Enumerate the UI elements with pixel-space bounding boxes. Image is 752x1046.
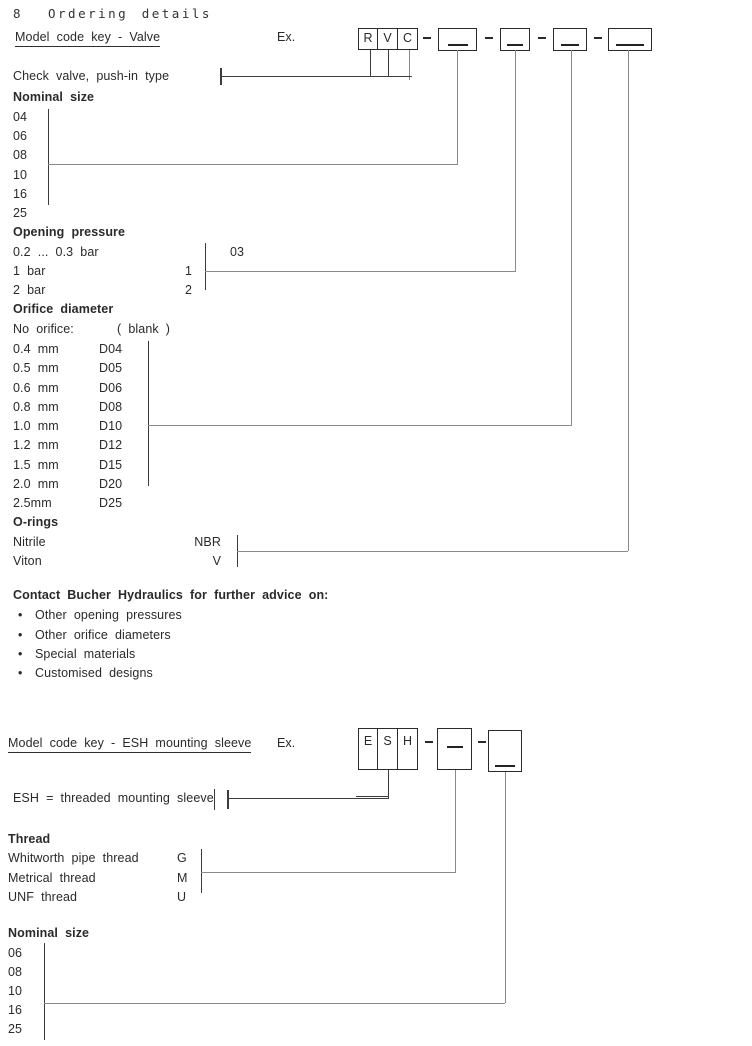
code-dash-separator [485,37,493,39]
bracket-opening-pressure [205,243,206,290]
connector-hline-esh-type [227,798,389,799]
connector-hline-o-rings [237,551,628,552]
esh-nominal-size-option: 25 [8,1022,23,1036]
valve-example-label: Ex. [277,30,296,44]
orifice-option-code: D10 [99,419,123,433]
connector-vline-box3 [571,50,572,426]
connector-hline-type [220,76,412,77]
opening-pressure-code: 2 [185,283,193,297]
orifice-option-label: 1.0 mm [13,419,59,433]
orifice-option-label: 0.8 mm [13,400,59,414]
code-letter-box-v: V [378,28,398,50]
contact-bullet-item [18,607,182,623]
orifice-no-orifice-label: No orifice: [13,322,74,336]
nominal-size-option: 06 [13,129,28,143]
contact-bullet-label: Customised designs [35,666,153,680]
opening-pressure-code: 03 [230,245,245,259]
code-dash-separator [478,741,486,743]
thread-heading: Thread [8,832,51,846]
orifice-heading: Orifice diameter [13,302,114,316]
nominal-size-heading: Nominal size [13,90,95,104]
orifice-option-label: 0.6 mm [13,381,59,395]
esh-nominal-size-option: 16 [8,1003,23,1017]
orifice-option-code: D12 [99,438,123,452]
contact-bullet-item [18,646,135,662]
blank-underscore [616,44,644,46]
o-ring-option-code: NBR [194,535,221,549]
connector-vline-esh-box2 [505,772,506,1003]
bracket-nominal-size [48,109,49,205]
nominal-size-option: 25 [13,206,28,220]
connector-left-tick-esh-type [227,790,229,809]
blank-underscore [448,44,468,46]
code-letter-box-e: E [358,728,378,770]
orifice-option-code: D06 [99,381,123,395]
orifice-option-label: 1.2 mm [13,438,59,452]
thread-option-code: U [177,890,187,904]
blank-code-box-esh-nominal-size [488,730,522,772]
orifice-option-code: D04 [99,342,123,356]
code-letter-box-s: S [378,728,398,770]
nominal-size-option: 04 [13,110,28,124]
blank-code-box-orifice [553,28,587,51]
code-dash-separator [538,37,546,39]
bracket-thread [201,849,202,893]
connector-vline-box4 [628,50,629,551]
connector-hline-thread [201,872,455,873]
blank-code-box-nominal-size [438,28,477,51]
connector-hline-orifice [148,425,571,426]
o-rings-heading: O-rings [13,515,59,529]
blank-underscore [561,44,579,46]
blank-underscore [447,746,463,748]
contact-bullet-label: Special materials [35,647,136,661]
orifice-option-code: D15 [99,458,123,472]
orifice-option-label: 2.5mm [13,496,52,510]
opening-pressure-label: 2 bar [13,283,46,297]
esh-section-title: Model code key - ESH mounting sleeve [8,735,251,753]
o-ring-option-code: V [212,554,221,568]
opening-pressure-label: 0.2 ... 0.3 bar [13,245,99,259]
o-ring-option-label: Nitrile [13,535,46,549]
bullet-icon: • [18,608,23,622]
orifice-option-code: D08 [99,400,123,414]
opening-pressure-code: 1 [185,264,193,278]
code-letter-box-h: H [398,728,418,770]
page-heading-number: 8 [13,6,24,21]
bracket-esh-nominal-size [44,943,45,1040]
page-heading-title: Ordering details [48,6,212,21]
nominal-size-option: 08 [13,148,28,162]
orifice-no-orifice-code: ( blank ) [117,322,171,336]
esh-nominal-size-option: 06 [8,946,23,960]
connector-hline-nominal-size [48,164,457,165]
contact-bullet-label: Other opening pressures [35,608,182,622]
thread-option-code: M [177,871,188,885]
blank-code-box-thread [437,728,472,770]
code-dash-separator [425,741,433,743]
opening-pressure-label: 1 bar [13,264,46,278]
contact-bullet-label: Other orifice diameters [35,628,171,642]
blank-code-box-opening-pressure [500,28,530,51]
o-ring-option-label: Viton [13,554,42,568]
orifice-option-label: 2.0 mm [13,477,59,491]
esh-code-letter-boxes [358,728,418,770]
connector-hline-esh-type-overlap [356,796,389,797]
esh-example-label: Ex. [277,736,296,750]
blank-code-box-o-rings [608,28,652,51]
esh-nominal-size-heading: Nominal size [8,926,90,940]
blank-underscore [495,765,515,767]
nominal-size-option: 10 [13,168,28,182]
contact-bullet-item [18,665,153,681]
blank-underscore [507,44,523,46]
code-dash-separator [594,37,602,39]
code-letter-box-c: C [398,28,418,50]
contact-bullet-item [18,627,171,643]
connector-tick-esh-type [214,789,215,810]
thread-option-label: Metrical thread [8,871,96,885]
contact-note-heading: Contact Bucher Hydraulics for further advice on: [13,588,329,602]
bullet-icon: • [18,647,23,661]
valve-type-label: Check valve, push-in type [13,69,170,83]
thread-option-code: G [177,851,187,865]
orifice-option-code: D25 [99,496,123,510]
connector-hline-esh-nominal-size [44,1003,505,1004]
bracket-orifice [148,341,149,486]
connector-hline-opening-pressure [205,271,515,272]
code-letter-box-r: R [358,28,378,50]
valve-code-letter-boxes [358,28,418,50]
orifice-option-code: D05 [99,361,123,375]
esh-nominal-size-option: 08 [8,965,23,979]
orifice-option-label: 0.4 mm [13,342,59,356]
connector-stub-v [388,50,389,76]
connector-vline-box1 [457,50,458,165]
esh-nominal-size-option: 10 [8,984,23,998]
connector-vline-box2 [515,50,516,272]
orifice-option-label: 1.5 mm [13,458,59,472]
connector-vline-esh-box1 [455,770,456,873]
connector-stub-s [388,770,389,799]
esh-type-label: ESH = threaded mounting sleeve [13,791,214,805]
bullet-icon: • [18,666,23,680]
bullet-icon: • [18,628,23,642]
connector-stub-r [370,50,371,76]
opening-pressure-heading: Opening pressure [13,225,126,239]
orifice-option-label: 0.5 mm [13,361,59,375]
thread-option-label: UNF thread [8,890,78,904]
nominal-size-option: 16 [13,187,28,201]
orifice-option-code: D20 [99,477,123,491]
thread-option-label: Whitworth pipe thread [8,851,139,865]
valve-section-title: Model code key - Valve [15,29,160,47]
code-dash-separator [423,37,431,39]
